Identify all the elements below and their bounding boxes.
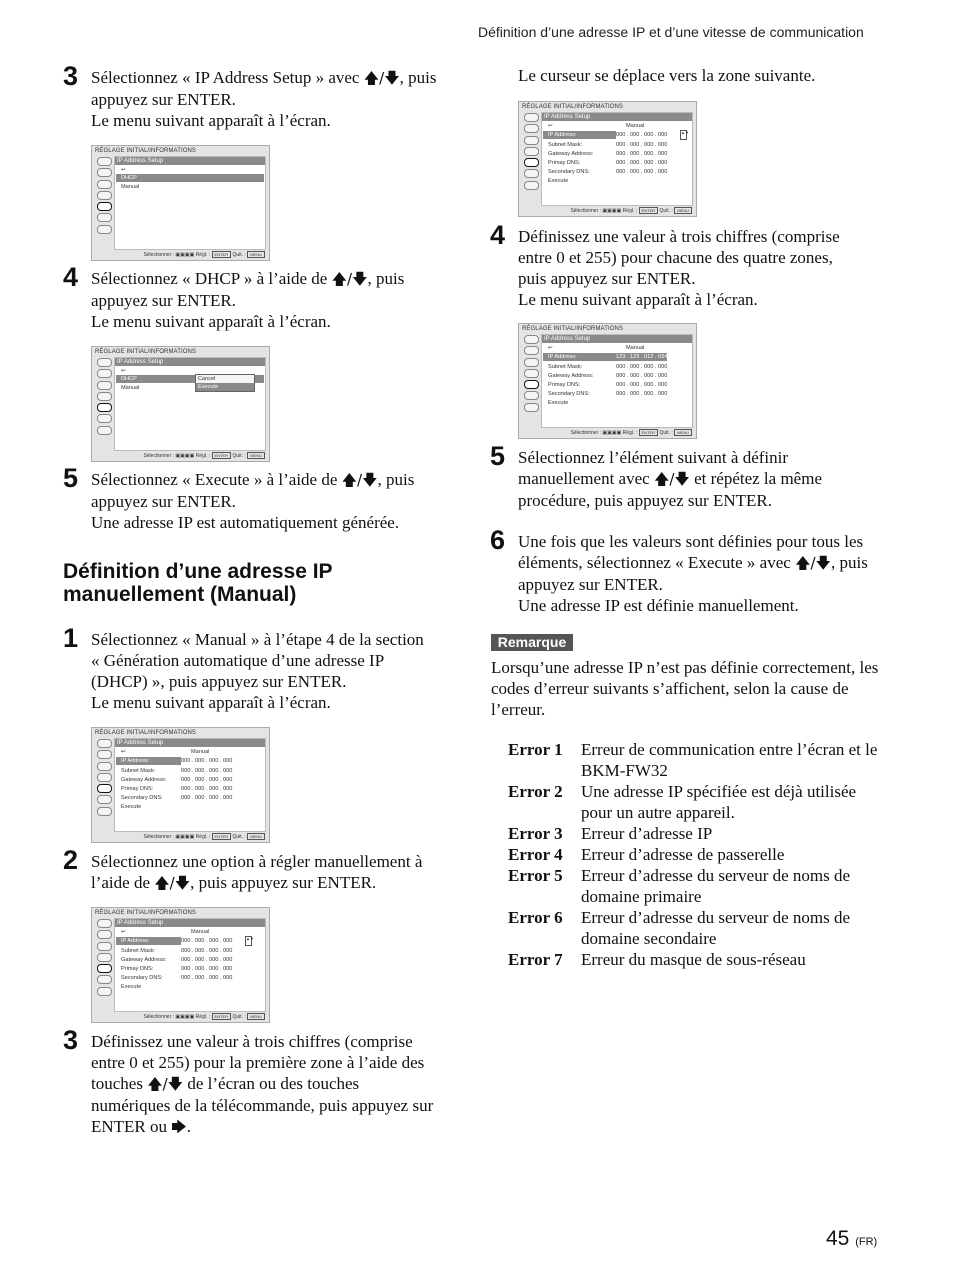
osd-side-icons [95,358,113,437]
menu-icon [97,168,112,177]
menu-icon [97,784,112,793]
error-description: Erreur d’adresse du serveur de noms de domaine primaire [581,866,851,906]
mode-value: Manual [191,929,210,935]
menu-icon [524,136,539,145]
error-code: Error 2 [508,782,563,801]
field-value: 000 . 000 . 000 . 000 [616,160,668,166]
menu-icon [97,773,112,782]
osd-menu-bar: IP Address Setup [115,919,265,927]
osd-footer: Sélectionner : ▣▣▣▣ Régl. : ENTER Quit. : MENU [570,207,692,215]
popup-cancel: Cancel [198,376,216,382]
menu-icon [97,358,112,367]
running-header: Définition d’une adresse IP et d’une vitesse de communication [478,24,864,40]
menu-icon [524,124,539,133]
step-text: Sélectionnez « DHCP » à l’aide de 🡅/🡇, puis appuyez sur ENTER. Le menu suivant apparaît à l’écran. [91,269,405,331]
osd-panel [541,112,693,206]
mode-value: Manual [626,345,645,351]
menu-icon [524,346,539,355]
menu-icon [524,147,539,156]
osd-panel [541,334,693,428]
menu-icon [97,930,112,939]
field-value: 000 . 000 . 000 . 000 [616,382,668,388]
menu-icon [97,762,112,771]
menu-icon [524,335,539,344]
menu-icon [97,202,112,211]
error-code: Error 7 [508,950,563,969]
osd-footer: Sélectionner : ▣▣▣▣ Régl. : ENTER Quit. : MENU [143,1013,265,1021]
up-down-arrow-icon: 🡅/🡇 [341,471,378,489]
osd-menu-bar: IP Address Setup [542,335,692,343]
field-value: 000 . 000 . 000 . 000 [616,391,668,397]
up-down-arrow-icon: 🡅/🡇 [363,69,400,87]
menu-icon [524,169,539,178]
osd-screenshot [91,346,270,462]
menu-icon [97,795,112,804]
popup-execute: Execute [196,383,254,391]
osd-menu-bar: IP Address Setup [542,113,692,121]
error-description: Erreur du masque de sous-réseau [581,950,806,969]
step-3-dhcp [63,61,461,131]
step-text: Définissez une valeur à trois chiffres (comprise entre 0 et 255) pour la première zone à l’aide des touches 🡅/🡇 de l’écran ou des touches numériques de la télécommande, puis appuyez sur ENTER ou 🡆. [91,1032,434,1136]
osd-side-icons [95,739,113,818]
field-label: Subnet Mask: [121,948,156,954]
menu-icon [524,391,539,400]
field-label: Gateway Address: [548,151,594,157]
manual-step-1 [63,623,461,713]
error-code: Error 5 [508,866,563,885]
field-value: 000 . 000 . 000 . 000 [181,938,233,944]
dhcp-row: DHCP [116,174,264,182]
step-text: Définissez une valeur à trois chiffres (comprise entre 0 et 255) pour chacune des quatre zones, puis appuyez sur ENTER. Le menu suivant apparaît à l’écran. [518,227,840,309]
menu-key: MENU [674,207,692,214]
osd-screenshot [91,145,270,261]
field-value: 000 . 000 . 000 . 000 [181,966,233,972]
step-text: Sélectionnez l’élément suivant à définir manuellement avec 🡅/🡇 et répétez la même procédure, puis appuyez sur ENTER. [518,448,822,510]
field-value: 000 . 000 . 000 . 000 [616,142,668,148]
osd-footer: Sélectionner : ▣▣▣▣ Régl. : ENTER Quit. : MENU [570,429,692,437]
step-number: 2 [63,845,79,875]
field-label: IP Address: [116,937,181,945]
manual-step-4 [490,220,888,310]
step-text: Sélectionnez « Manual » à l’étape 4 de la section « Génération automatique d’une adresse IP (DHCP) », puis appuyez sur ENTER. Le menu suivant apparaît à l’écran. [91,630,424,712]
field-label: Secondary DNS: [548,391,590,397]
osd-footer: Sélectionner : ▣▣▣▣ Régl. : ENTER Quit. : MENU [143,833,265,841]
up-down-arrow-icon: 🡅/🡇 [154,874,191,892]
field-label: Secondary DNS: [121,975,163,981]
back-icon: ↩ [121,167,126,173]
menu-icon [524,369,539,378]
manual-step-5 [490,441,888,511]
menu-key: MENU [247,833,265,840]
field-value: 000 . 000 . 000 . 000 [616,151,668,157]
osd-side-icons [95,919,113,998]
menu-icon [524,158,539,167]
field-label: Execute [548,400,569,406]
field-value: 000 . 000 . 000 . 000 [181,768,233,774]
up-down-arrow-icon: 🡅/🡇 [653,470,690,488]
menu-key: MENU [674,429,692,436]
field-label: Subnet Mask: [121,768,156,774]
page-suffix: (FR) [855,1236,878,1248]
error-row [508,739,888,781]
error-description: Erreur d’adresse du serveur de noms de domaine secondaire [581,908,851,948]
osd-screenshot [91,727,270,843]
field-label: Execute [121,984,142,990]
osd-panel [114,738,266,832]
field-label: IP Address: [116,757,181,765]
field-label: Gateway Address: [548,373,594,379]
field-label: Primay DNS: [548,382,581,388]
osd-panel [114,156,266,250]
menu-icon [97,953,112,962]
field-value: 000 . 000 . 000 . 000 [181,957,233,963]
field-label: Secondary DNS: [121,795,163,801]
menu-icon [524,113,539,122]
section-title: Définition d’une adresse IP manuellement (Manual) [63,560,333,606]
osd-screenshot [518,101,697,217]
back-icon: ↩ [548,123,553,129]
error-code: Error 1 [508,740,563,759]
error-row [508,781,888,823]
menu-icon [97,987,112,996]
field-label: Execute [548,178,569,184]
field-value: 123 . 123 . 012 . 034 [616,354,668,360]
menu-icon [97,403,112,412]
menu-icon [97,381,112,390]
menu-icon [97,191,112,200]
osd-screenshot [91,907,270,1023]
osd-popup [195,374,255,392]
osd-menu-bar: IP Address Setup [115,739,265,747]
manual-step-3 [63,1025,461,1138]
mode-value: Manual [191,749,210,755]
error-list [508,739,888,970]
osd-side-icons [95,157,113,236]
field-label: Subnet Mask: [548,364,583,370]
field-value: 000 . 000 . 000 . 000 [616,169,668,175]
field-value: 000 . 000 . 000 . 000 [616,364,668,370]
menu-icon [97,750,112,759]
menu-icon [524,380,539,389]
osd-panel [114,357,266,451]
manual-row: Manual [121,184,140,190]
field-label: Primay DNS: [548,160,581,166]
field-value: 000 . 000 . 000 . 000 [181,777,233,783]
step-number: 5 [63,463,79,493]
error-description: Erreur d’adresse de passerelle [581,845,785,864]
osd-title: RÉGLAGE INITIAL/INFORMATIONS [522,326,624,332]
menu-icon [97,975,112,984]
enter-key: ENTER [639,207,659,214]
error-code: Error 3 [508,824,563,843]
menu-icon [97,392,112,401]
osd-footer: Sélectionner : ▣▣▣▣ Régl. : ENTER Quit. : MENU [143,251,265,259]
field-value: 000 . 000 . 000 . 000 [181,786,233,792]
up-down-arrow-icon: 🡅/🡇 [331,270,368,288]
menu-key: MENU [247,1013,265,1020]
field-label: Subnet Mask: [548,142,583,148]
field-label: IP Address: [543,353,616,361]
field-label: Gateway Address: [121,777,167,783]
osd-menu-bar: IP Address Setup [115,157,265,165]
remark-badge: Remarque [491,634,573,651]
error-row [508,823,888,844]
osd-footer: Sélectionner : ▣▣▣▣ Régl. : ENTER Quit. : MENU [143,452,265,460]
error-code: Error 6 [508,908,563,927]
field-label: IP Address: [543,131,616,139]
osd-title: RÉGLAGE INITIAL/INFORMATIONS [95,148,197,154]
menu-icon [97,964,112,973]
menu-key: MENU [247,251,265,258]
menu-icon [97,807,112,816]
osd-panel [114,918,266,1012]
field-value: 000 . 000 . 000 . 000 [616,132,668,138]
menu-icon [97,919,112,928]
error-row [508,844,888,865]
enter-key: ENTER [212,452,232,459]
field-label: Execute [121,804,142,810]
osd-menu-bar: IP Address Setup [115,358,265,366]
dhcp-row: DHCP [116,375,264,383]
back-icon: ↩ [121,749,126,755]
spin-arrows-icon: ▲▼ [245,936,252,946]
field-value: 000 . 000 . 000 . 000 [616,373,668,379]
step-5-dhcp [63,463,461,533]
error-row [508,949,888,970]
field-label: Primay DNS: [121,966,154,972]
manual-step-2 [63,845,461,894]
menu-icon [97,180,112,189]
enter-key: ENTER [212,251,232,258]
menu-icon [97,225,112,234]
enter-key: ENTER [212,833,232,840]
page-number [826,1227,877,1251]
page-number-value: 45 [826,1227,850,1250]
field-value: 000 . 000 . 000 . 000 [181,975,233,981]
spin-arrows-icon: ▲▼ [680,130,687,140]
step-text: Une fois que les valeurs sont définies pour tous les éléments, sélectionnez « Execute » avec 🡅/🡇, puis appuyez sur ENTER. Une adresse IP est définie manuellement. [518,532,868,615]
mode-value: Manual [626,123,645,129]
menu-icon [524,181,539,190]
step-number: 5 [490,441,506,471]
field-label: Secondary DNS: [548,169,590,175]
field-value: 000 . 000 . 000 . 000 [181,795,233,801]
back-icon: ↩ [548,345,553,351]
enter-key: ENTER [212,1013,232,1020]
step-number: 4 [63,262,79,292]
menu-icon [97,369,112,378]
osd-title: RÉGLAGE INITIAL/INFORMATIONS [95,730,197,736]
field-value: 000 . 000 . 000 . 000 [181,948,233,954]
step-number: 1 [63,623,79,653]
osd-screenshot [518,323,697,439]
step-number: 3 [63,61,79,91]
manual-row: Manual [121,385,140,391]
step-number: 3 [63,1025,79,1055]
right-intro: Le curseur se déplace vers la zone suivante. [518,66,816,85]
menu-icon [97,739,112,748]
osd-title: RÉGLAGE INITIAL/INFORMATIONS [522,104,624,110]
step-number: 4 [490,220,506,250]
error-code: Error 4 [508,845,563,864]
field-label: Gateway Address: [121,957,167,963]
right-arrow-icon: 🡆 [171,1118,187,1136]
menu-key: MENU [247,452,265,459]
error-description: Erreur d’adresse IP [581,824,713,843]
back-icon: ↩ [121,929,126,935]
step-number: 6 [490,525,506,555]
step-text: Sélectionnez « IP Address Setup » avec 🡅/🡇, puis appuyez sur ENTER. Le menu suivant apparaît à l’écran. [91,68,437,130]
menu-icon [97,414,112,423]
step-4-dhcp [63,262,461,332]
osd-side-icons [522,335,540,414]
back-icon: ↩ [121,368,126,374]
menu-icon [97,157,112,166]
error-row [508,907,888,949]
error-description: Une adresse IP spécifiée est déjà utilisée pour un autre appareil. [581,782,857,822]
menu-icon [524,358,539,367]
menu-icon [97,426,112,435]
menu-icon [524,403,539,412]
error-row [508,865,888,907]
field-label: Primay DNS: [121,786,154,792]
up-down-arrow-icon: 🡅/🡇 [795,554,831,572]
field-value: 000 . 000 . 000 . 000 [181,758,233,764]
osd-title: RÉGLAGE INITIAL/INFORMATIONS [95,349,197,355]
enter-key: ENTER [639,429,659,436]
up-down-arrow-icon: 🡅/🡇 [147,1075,184,1093]
step-text: Sélectionnez une option à régler manuellement à l’aide de 🡅/🡇, puis appuyez sur ENTER. [91,852,423,892]
error-description: Erreur de communication entre l’écran et le BKM-FW32 [581,740,878,780]
remark-text: Lorsqu’une adresse IP n’est pas définie correctement, les codes d’erreur suivants s’affichent, selon la cause de l’erreur. [491,658,879,719]
osd-title: RÉGLAGE INITIAL/INFORMATIONS [95,910,197,916]
menu-icon [97,942,112,951]
menu-icon [97,213,112,222]
osd-side-icons [522,113,540,192]
step-text: Sélectionnez « Execute » à l’aide de 🡅/🡇, puis appuyez sur ENTER. Une adresse IP est automatiquement générée. [91,470,415,532]
manual-step-6 [490,525,888,616]
